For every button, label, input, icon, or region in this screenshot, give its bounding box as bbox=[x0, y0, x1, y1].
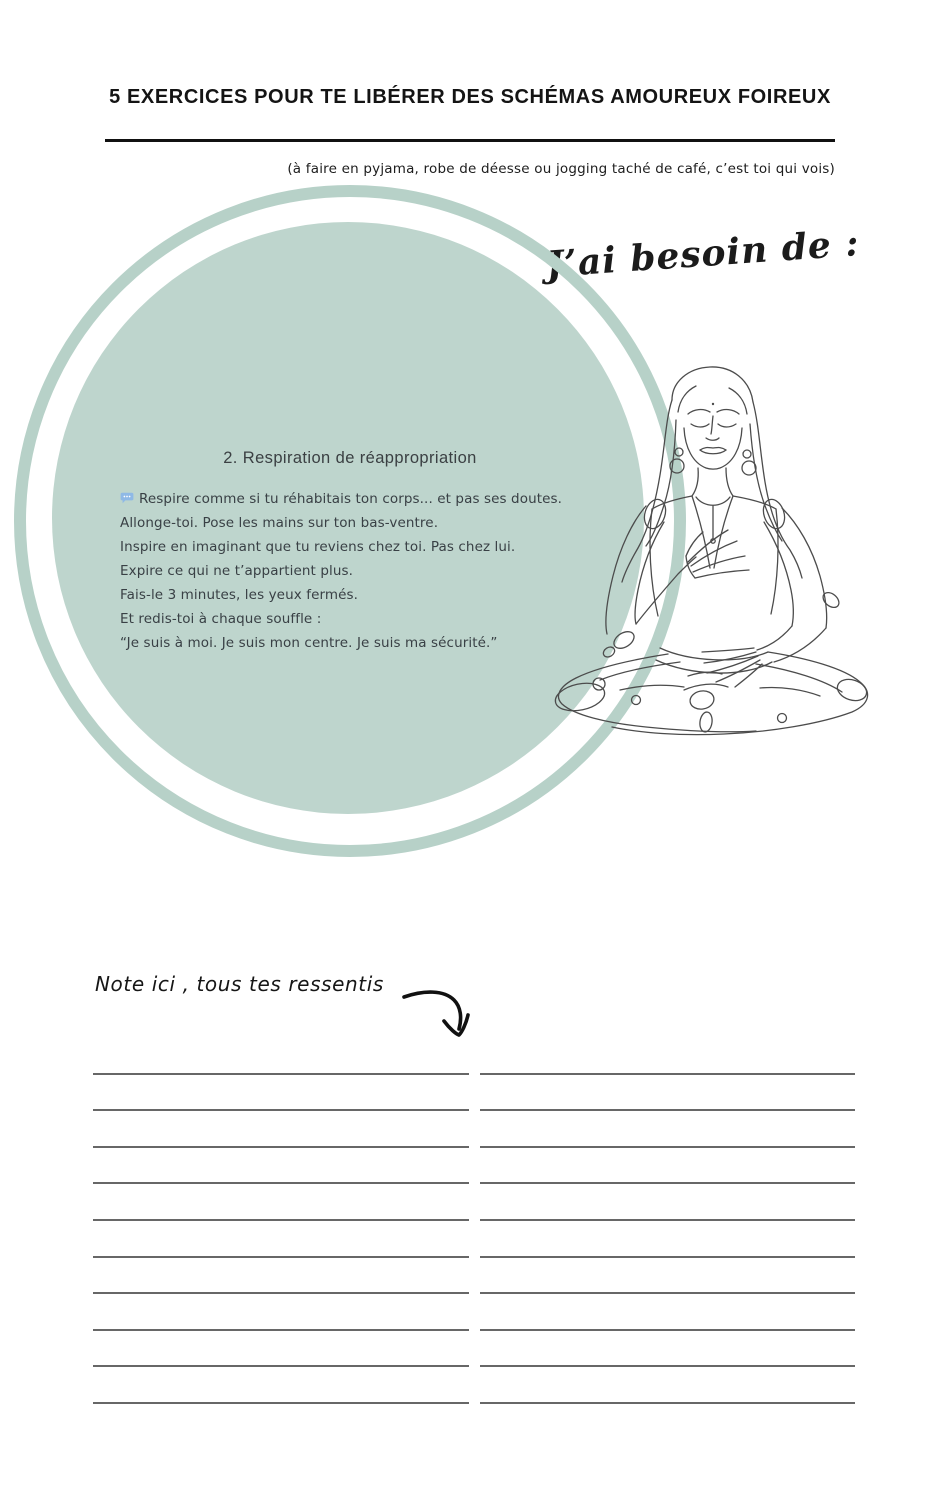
note-line bbox=[480, 1038, 856, 1075]
note-line bbox=[93, 1258, 469, 1295]
speech-bubble-icon bbox=[120, 492, 134, 504]
note-label: Note ici , tous tes ressentis bbox=[95, 972, 384, 996]
note-line bbox=[480, 1111, 856, 1148]
page-title: 5 EXERCICES POUR TE LIBÉRER DES SCHÉMAS AMOUREUX FOIREUX bbox=[109, 86, 831, 108]
note-line bbox=[93, 1294, 469, 1331]
note-line bbox=[480, 1221, 856, 1258]
exercise-line: Et redis-toi à chaque souffle : bbox=[120, 611, 322, 627]
exercise-line: Inspire en imaginant que tu reviens chez toi. Pas chez lui. bbox=[120, 539, 516, 555]
exercise-line: Allonge-toi. Pose les mains sur ton bas-ventre. bbox=[120, 515, 439, 531]
exercise-line: “Je suis à moi. Je suis mon centre. Je suis ma sécurité.” bbox=[120, 635, 498, 651]
note-column bbox=[480, 1038, 856, 1404]
note-line bbox=[480, 1294, 856, 1331]
note-line bbox=[93, 1331, 469, 1368]
note-line bbox=[480, 1258, 856, 1295]
note-line bbox=[480, 1075, 856, 1112]
note-line bbox=[480, 1148, 856, 1185]
note-line bbox=[93, 1111, 469, 1148]
note-line bbox=[93, 1221, 469, 1258]
note-line bbox=[93, 1367, 469, 1404]
page-subtitle: (à faire en pyjama, robe de déesse ou jogging taché de café, c’est toi qui vois) bbox=[287, 161, 835, 177]
script-heading: J’ai besoin de : bbox=[545, 222, 862, 286]
exercise-line: Respire comme si tu réhabitais ton corps... et pas ses doutes. bbox=[120, 487, 625, 511]
note-line bbox=[480, 1184, 856, 1221]
note-line bbox=[93, 1148, 469, 1185]
exercise-line: Expire ce qui ne t’appartient plus. bbox=[120, 563, 354, 579]
curved-arrow-icon bbox=[398, 982, 478, 1044]
note-line bbox=[480, 1367, 856, 1404]
exercise-body bbox=[120, 487, 625, 655]
exercise-line: Fais-le 3 minutes, les yeux fermés. bbox=[120, 587, 359, 603]
note-line bbox=[93, 1184, 469, 1221]
note-line bbox=[93, 1075, 469, 1112]
note-line bbox=[93, 1038, 469, 1075]
note-column bbox=[93, 1038, 469, 1404]
exercise-heading: 2. Respiration de réappropriation bbox=[223, 449, 477, 467]
title-underline bbox=[105, 139, 835, 142]
note-line bbox=[480, 1331, 856, 1368]
note-lines-area bbox=[93, 1038, 855, 1404]
